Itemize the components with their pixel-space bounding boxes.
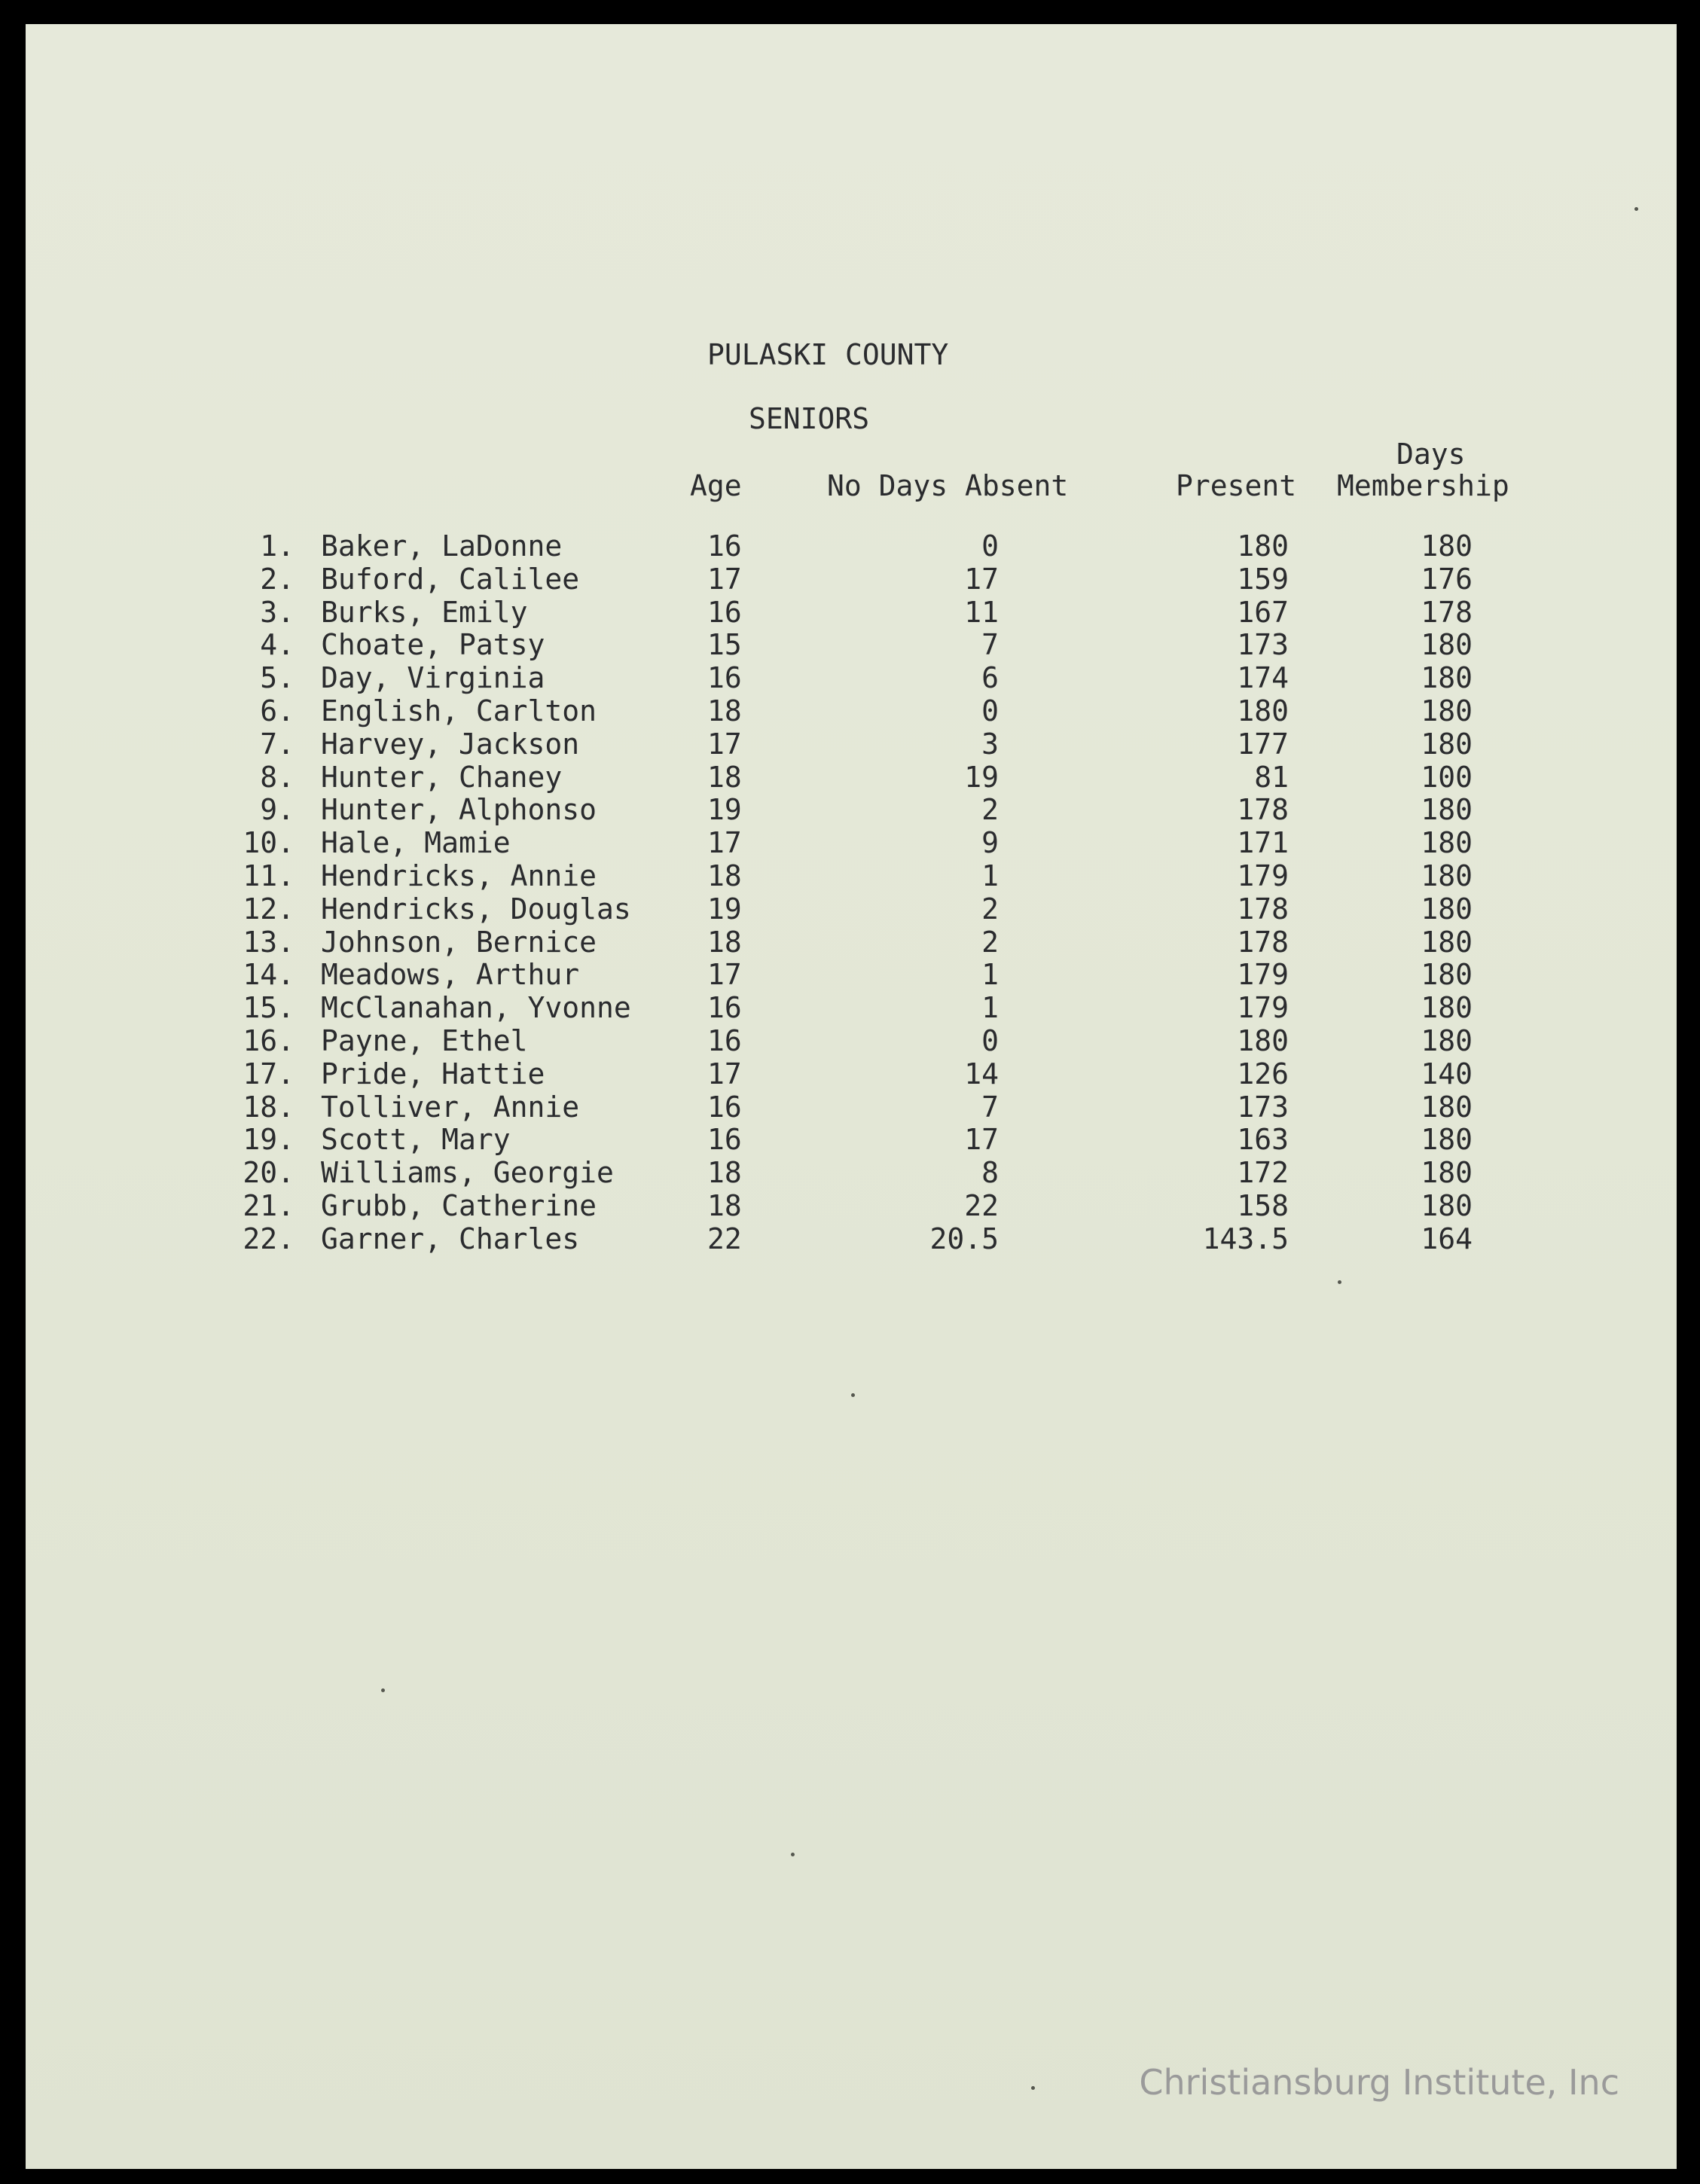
row-number: 1. — [260, 529, 295, 563]
table-row — [26, 694, 1700, 730]
table-row — [26, 1057, 1700, 1093]
table-row — [26, 562, 1700, 598]
header-days-absent: No Days Absent — [827, 469, 1069, 502]
student-name: Baker, LaDonne — [321, 529, 563, 563]
student-age: 17 — [707, 826, 742, 860]
days-membership: 180 — [1421, 1188, 1473, 1222]
row-number: 20. — [243, 1156, 295, 1190]
header-days: Days — [1396, 438, 1466, 471]
days-present: 167 — [1237, 595, 1289, 629]
days-absent: 2 — [981, 892, 999, 926]
days-membership: 180 — [1421, 694, 1473, 727]
student-age: 19 — [707, 793, 742, 827]
header-present: Present — [1176, 469, 1297, 502]
row-number: 19. — [243, 1123, 295, 1157]
days-membership: 178 — [1421, 595, 1473, 629]
row-number: 6. — [260, 694, 295, 727]
days-membership: 180 — [1421, 793, 1473, 827]
paper-sheet — [26, 24, 1677, 2169]
days-membership: 140 — [1421, 1057, 1473, 1090]
days-present: 179 — [1237, 991, 1289, 1025]
student-name: Johnson, Bernice — [321, 925, 597, 959]
row-number: 18. — [243, 1090, 295, 1124]
student-age: 18 — [707, 760, 742, 794]
days-present: 158 — [1237, 1188, 1289, 1222]
days-membership: 180 — [1421, 529, 1473, 563]
student-name: Hunter, Alphonso — [321, 793, 597, 827]
table-row — [26, 1023, 1700, 1060]
student-name: Day, Virginia — [321, 661, 545, 695]
days-absent: 1 — [981, 991, 999, 1025]
row-number: 4. — [260, 628, 295, 662]
student-age: 18 — [707, 694, 742, 727]
table-row — [26, 892, 1700, 928]
days-membership: 180 — [1421, 661, 1473, 695]
senior-roster-table — [26, 529, 1700, 1258]
days-absent: 6 — [981, 661, 999, 695]
days-present: 159 — [1237, 562, 1289, 596]
watermark-text: Christiansburg Institute, Inc — [1139, 2062, 1619, 2103]
days-present: 126 — [1237, 1057, 1289, 1090]
days-membership: 180 — [1421, 826, 1473, 860]
paper-speck — [1031, 2086, 1035, 2090]
days-present: 163 — [1237, 1123, 1289, 1157]
days-present: 180 — [1237, 529, 1289, 563]
days-present: 180 — [1237, 694, 1289, 727]
student-age: 16 — [707, 661, 742, 695]
student-name: Garner, Charles — [321, 1222, 580, 1255]
days-absent: 2 — [981, 793, 999, 827]
days-membership: 180 — [1421, 1090, 1473, 1124]
student-age: 16 — [707, 1090, 742, 1124]
days-membership: 100 — [1421, 760, 1473, 794]
days-present: 173 — [1237, 1090, 1289, 1124]
row-number: 14. — [243, 958, 295, 992]
days-absent: 8 — [981, 1156, 999, 1190]
table-row — [26, 795, 1700, 828]
days-present: 171 — [1237, 826, 1289, 860]
student-age: 18 — [707, 1188, 742, 1222]
days-membership: 180 — [1421, 958, 1473, 992]
row-number: 11. — [243, 859, 295, 892]
student-age: 17 — [707, 1057, 742, 1090]
row-number: 22. — [243, 1222, 295, 1255]
student-name: Choate, Patsy — [321, 628, 545, 662]
days-present: 179 — [1237, 859, 1289, 892]
days-absent: 1 — [981, 859, 999, 892]
days-present: 179 — [1237, 958, 1289, 992]
days-present: 143.5 — [1202, 1222, 1289, 1255]
paper-speck — [1634, 207, 1638, 211]
days-membership: 180 — [1421, 1023, 1473, 1057]
days-membership: 176 — [1421, 562, 1473, 596]
student-name: Hendricks, Douglas — [321, 892, 631, 926]
student-age: 18 — [707, 925, 742, 959]
days-present: 177 — [1237, 727, 1289, 761]
days-membership: 180 — [1421, 892, 1473, 926]
student-name: Pride, Hattie — [321, 1057, 545, 1090]
table-row — [26, 925, 1700, 961]
days-absent: 0 — [981, 694, 999, 727]
student-name: English, Carlton — [321, 694, 597, 727]
days-absent: 11 — [964, 595, 999, 629]
days-absent: 14 — [964, 1057, 999, 1090]
days-absent: 17 — [964, 562, 999, 596]
table-row — [26, 828, 1700, 862]
table-row — [26, 960, 1700, 993]
student-age: 18 — [707, 859, 742, 892]
row-number: 8. — [260, 760, 295, 794]
student-name: Hale, Mamie — [321, 826, 511, 860]
table-row — [26, 1222, 1700, 1258]
student-name: Tolliver, Annie — [321, 1090, 580, 1124]
student-name: Grubb, Catherine — [321, 1188, 597, 1222]
document-title: PULASKI COUNTY — [707, 338, 949, 371]
paper-speck — [381, 1688, 385, 1692]
header-age: Age — [690, 469, 742, 502]
table-row — [26, 859, 1700, 895]
table-row — [26, 529, 1700, 565]
days-absent: 7 — [981, 1090, 999, 1124]
student-age: 16 — [707, 991, 742, 1025]
table-row — [26, 663, 1700, 697]
days-absent: 3 — [981, 727, 999, 761]
table-row — [26, 595, 1700, 631]
paper-speck — [1338, 1280, 1341, 1284]
table-row — [26, 630, 1700, 663]
student-age: 16 — [707, 595, 742, 629]
paper-speck — [851, 1393, 855, 1397]
days-present: 180 — [1237, 1023, 1289, 1057]
table-row — [26, 993, 1700, 1026]
days-present: 81 — [1254, 760, 1289, 794]
document-subtitle: SENIORS — [749, 402, 870, 435]
days-absent: 0 — [981, 529, 999, 563]
row-number: 12. — [243, 892, 295, 926]
student-age: 17 — [707, 958, 742, 992]
days-present: 178 — [1237, 793, 1289, 827]
student-age: 17 — [707, 727, 742, 761]
days-absent: 1 — [981, 958, 999, 992]
row-number: 21. — [243, 1188, 295, 1222]
days-present: 174 — [1237, 661, 1289, 695]
student-name: Harvey, Jackson — [321, 727, 580, 761]
days-membership: 180 — [1421, 925, 1473, 959]
student-age: 17 — [707, 562, 742, 596]
table-row — [26, 727, 1700, 763]
student-age: 16 — [707, 529, 742, 563]
days-present: 178 — [1237, 925, 1289, 959]
table-row — [26, 1090, 1700, 1126]
row-number: 3. — [260, 595, 295, 629]
days-absent: 2 — [981, 925, 999, 959]
row-number: 2. — [260, 562, 295, 596]
student-name: Burks, Emily — [321, 595, 528, 629]
days-present: 172 — [1237, 1156, 1289, 1190]
row-number: 10. — [243, 826, 295, 860]
student-name: McClanahan, Yvonne — [321, 991, 631, 1025]
student-name: Payne, Ethel — [321, 1023, 528, 1057]
row-number: 15. — [243, 991, 295, 1025]
student-age: 15 — [707, 628, 742, 662]
days-absent: 19 — [964, 760, 999, 794]
days-membership: 180 — [1421, 1156, 1473, 1190]
student-age: 16 — [707, 1123, 742, 1157]
row-number: 17. — [243, 1057, 295, 1090]
days-absent: 0 — [981, 1023, 999, 1057]
days-absent: 7 — [981, 628, 999, 662]
student-name: Meadows, Arthur — [321, 958, 580, 992]
days-absent: 17 — [964, 1123, 999, 1157]
student-age: 18 — [707, 1156, 742, 1190]
table-row — [26, 1125, 1700, 1158]
student-age: 19 — [707, 892, 742, 926]
table-row — [26, 1158, 1700, 1191]
row-number: 16. — [243, 1023, 295, 1057]
student-name: Williams, Georgie — [321, 1156, 614, 1190]
days-membership: 180 — [1421, 991, 1473, 1025]
days-present: 173 — [1237, 628, 1289, 662]
table-row — [26, 1188, 1700, 1225]
days-absent: 22 — [964, 1188, 999, 1222]
days-absent: 20.5 — [929, 1222, 999, 1255]
days-absent: 9 — [981, 826, 999, 860]
days-membership: 164 — [1421, 1222, 1473, 1255]
days-membership: 180 — [1421, 727, 1473, 761]
days-membership: 180 — [1421, 1123, 1473, 1157]
row-number: 9. — [260, 793, 295, 827]
student-name: Scott, Mary — [321, 1123, 511, 1157]
row-number: 5. — [260, 661, 295, 695]
student-name: Hendricks, Annie — [321, 859, 597, 892]
row-number: 7. — [260, 727, 295, 761]
student-name: Hunter, Chaney — [321, 760, 563, 794]
row-number: 13. — [243, 925, 295, 959]
table-row — [26, 760, 1700, 796]
days-membership: 180 — [1421, 859, 1473, 892]
paper-speck — [791, 1853, 795, 1856]
days-membership: 180 — [1421, 628, 1473, 662]
header-membership: Membership — [1337, 469, 1509, 502]
student-age: 16 — [707, 1023, 742, 1057]
student-age: 22 — [707, 1222, 742, 1255]
days-present: 178 — [1237, 892, 1289, 926]
student-name: Buford, Calilee — [321, 562, 580, 596]
